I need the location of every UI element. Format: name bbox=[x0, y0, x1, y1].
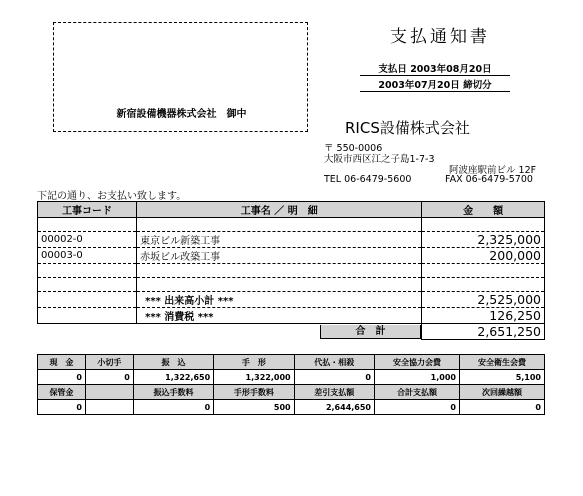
value-bill: 1,322,000 bbox=[214, 370, 294, 385]
issuer-postal: 〒 550-0006 bbox=[324, 143, 383, 154]
row-code: 00003-0 bbox=[38, 248, 137, 264]
header-safety-health-fee: 安全衛生会費 bbox=[459, 355, 544, 370]
document-title: 支払通知書 bbox=[390, 27, 490, 47]
value-transfer-fee: 0 bbox=[133, 400, 213, 415]
header-transfer-fee: 振込手数料 bbox=[133, 385, 213, 400]
value-bill-fee: 500 bbox=[214, 400, 294, 415]
header-deposit: 保管金 bbox=[38, 385, 86, 400]
tax-amount: 126,250 bbox=[422, 308, 545, 324]
table-row bbox=[38, 248, 545, 264]
header-code: 工事コード bbox=[38, 202, 137, 218]
row-amount: 2,325,000 bbox=[422, 232, 545, 248]
payment-table bbox=[37, 354, 545, 415]
payment-value-row-2 bbox=[38, 400, 545, 415]
issuer-fax: FAX 06-6479-5700 bbox=[445, 174, 533, 185]
value-transfer: 1,322,650 bbox=[133, 370, 213, 385]
header-bill: 手 形 bbox=[214, 355, 294, 370]
value-carryover: 0 bbox=[459, 400, 544, 415]
issuer-company: RICS設備株式会社 bbox=[345, 119, 470, 137]
header-total-payment: 合計支払額 bbox=[375, 385, 460, 400]
header-name: 工事名 ／ 明 細 bbox=[137, 202, 422, 218]
header-check: 小切手 bbox=[85, 355, 133, 370]
header-carryover: 次回繰越額 bbox=[459, 385, 544, 400]
header-offset: 代払・相殺 bbox=[294, 355, 374, 370]
row-code: 00002-0 bbox=[38, 232, 137, 248]
value-safety-health-fee: 5,100 bbox=[459, 370, 544, 385]
header-cash: 現 金 bbox=[38, 355, 86, 370]
tax-row bbox=[38, 308, 545, 324]
tax-label: *** 消費税 *** bbox=[137, 308, 422, 324]
subtotal-row bbox=[38, 292, 545, 308]
header-amount: 金 額 bbox=[422, 202, 545, 218]
total-label: 合 計 bbox=[320, 325, 422, 339]
issuer-address2: 阿波座駅前ビル 12F bbox=[449, 165, 537, 176]
value-offset: 0 bbox=[294, 370, 374, 385]
addressee-box bbox=[53, 22, 308, 132]
intro-text: 下記の通り、お支払い致します。 bbox=[37, 191, 187, 202]
value-safety-assoc-fee: 1,000 bbox=[375, 370, 460, 385]
total-row bbox=[38, 324, 545, 340]
table-row bbox=[38, 232, 545, 248]
blank-row bbox=[38, 264, 545, 278]
closing-date: 2003年07月20日 締切分 bbox=[360, 77, 510, 92]
blank-row bbox=[38, 218, 545, 232]
value-check: 0 bbox=[85, 370, 133, 385]
issuer-address1: 大阪市西区江之子島1-7-3 bbox=[324, 154, 435, 165]
detail-table bbox=[37, 201, 545, 340]
pay-date: 支払日 2003年08月20日 bbox=[360, 61, 510, 76]
header-safety-assoc-fee: 安全協力会費 bbox=[375, 355, 460, 370]
header-transfer: 振 込 bbox=[133, 355, 213, 370]
subtotal-label: *** 出来高小計 *** bbox=[137, 292, 422, 308]
blank-row bbox=[38, 278, 545, 292]
addressee: 新宿設備機器株式会社 御中 bbox=[116, 109, 247, 120]
header-net-payment: 差引支払額 bbox=[294, 385, 374, 400]
payment-value-row-1 bbox=[38, 370, 545, 385]
issuer-tel: TEL 06-6479-5600 bbox=[324, 174, 412, 185]
payment-header-row-1 bbox=[38, 355, 545, 370]
value-net-payment: 2,644,650 bbox=[294, 400, 374, 415]
value-deposit: 0 bbox=[38, 400, 86, 415]
payment-header-row-2 bbox=[38, 385, 545, 400]
detail-header-row bbox=[38, 202, 545, 218]
blank-value-cell bbox=[85, 400, 133, 415]
row-amount: 200,000 bbox=[422, 248, 545, 264]
subtotal-amount: 2,525,000 bbox=[422, 292, 545, 308]
value-total-payment: 0 bbox=[375, 400, 460, 415]
row-name: 東京ビル新築工事 bbox=[137, 232, 422, 248]
blank-header-cell bbox=[85, 385, 133, 400]
header-bill-fee: 手形手数料 bbox=[214, 385, 294, 400]
value-cash: 0 bbox=[38, 370, 86, 385]
total-amount: 2,651,250 bbox=[422, 324, 545, 340]
row-name: 赤坂ビル改築工事 bbox=[137, 248, 422, 264]
